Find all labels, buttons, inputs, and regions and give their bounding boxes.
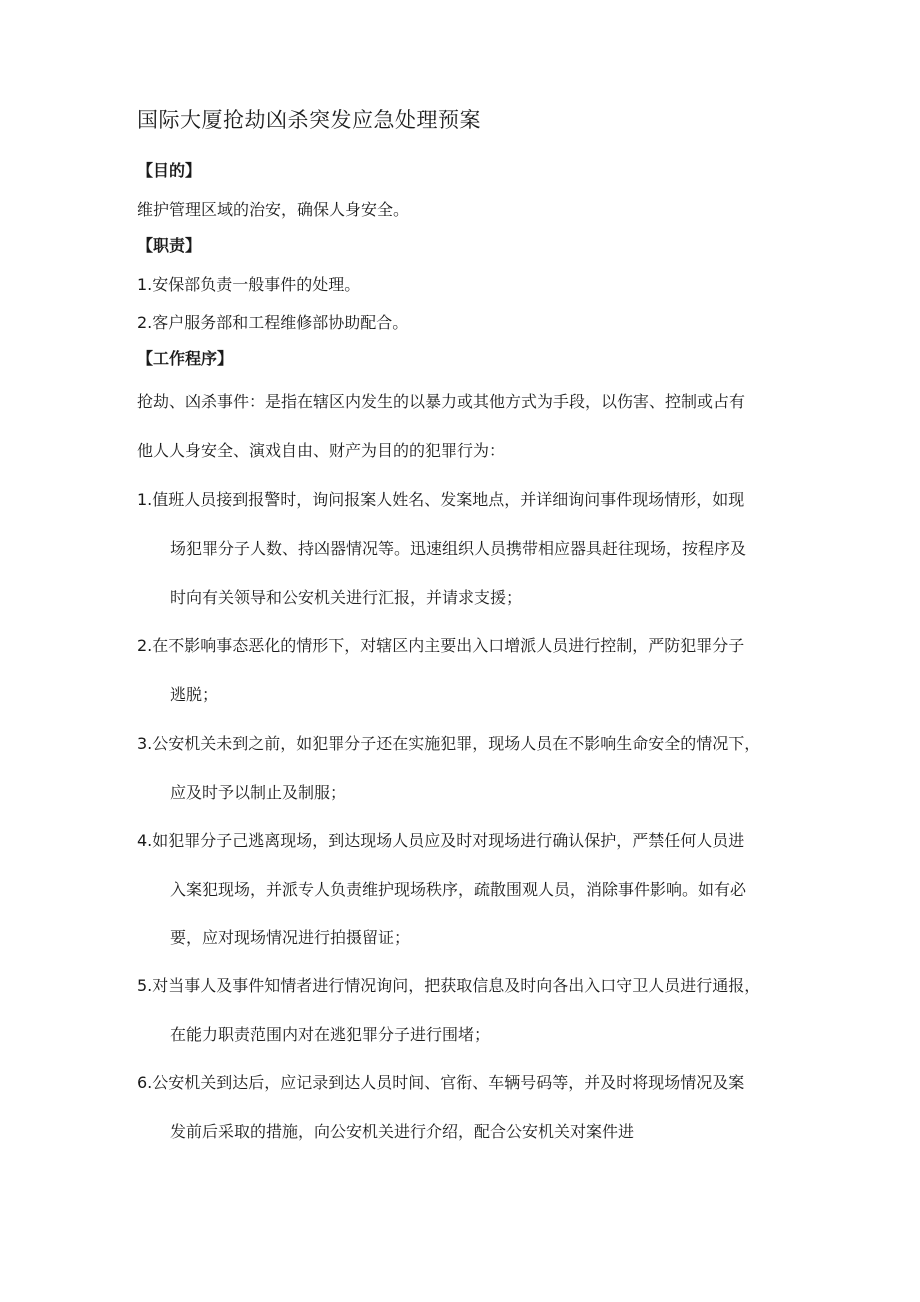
section-heading-procedure: 【工作程序】 <box>137 349 234 368</box>
procedure-item-number: 1. <box>137 490 153 509</box>
duty-item-2 <box>137 310 408 333</box>
duty-item-1 <box>137 272 360 295</box>
procedure-item-line: 应及时予以制止及制服； <box>170 783 347 802</box>
procedure-item-line <box>137 487 744 510</box>
procedure-item-text: 公安机关到达后，应记录到达人员时间、官衔、车辆号码等，并及时将现场情况及案 <box>152 1073 745 1092</box>
procedure-item-number: 4. <box>137 831 153 850</box>
procedure-item-line: 在能力职责范围内对在逃犯罪分子进行围堵； <box>170 1025 491 1044</box>
procedure-item-text: 对当事人及事件知情者进行情况询问，把获取信息及时向各出入口守卫人员进行通报， <box>152 976 761 995</box>
section-heading-purpose: 【目的】 <box>137 161 202 180</box>
procedure-item-line: 要，应对现场情况进行拍摄留证； <box>170 928 411 947</box>
procedure-item-number: 2. <box>137 636 153 655</box>
procedure-intro-line-2: 他人人身安全、演戏自由、财产为目的的犯罪行为： <box>137 441 506 460</box>
procedure-item-text: 如犯罪分子己逃离现场，到达现场人员应及时对现场进行确认保护，严禁任何人员进 <box>152 831 745 850</box>
procedure-item-line <box>137 973 760 996</box>
purpose-text: 维护管理区域的治安，确保人身安全。 <box>137 200 410 219</box>
procedure-item-number: 5. <box>137 976 153 995</box>
duty-item-text: 客户服务部和工程维修部协助配合。 <box>152 313 409 332</box>
procedure-item-line: 时向有关领导和公安机关进行汇报，并请求支援； <box>170 588 523 607</box>
procedure-item-line: 入案犯现场，并派专人负责维护现场秩序，疏散围观人员，消除事件影响。如有必 <box>170 880 747 899</box>
document-title: 国际大厦抢劫凶杀突发应急处理预案 <box>137 108 481 132</box>
procedure-item-line <box>137 633 744 656</box>
procedure-item-line: 逃脱； <box>170 685 219 704</box>
procedure-item-line: 场犯罪分子人数、持凶器情况等。迅速组织人员携带相应器具赶往现场，按程序及 <box>170 539 747 558</box>
section-heading-duties: 【职责】 <box>137 236 202 255</box>
duty-item-number: 1. <box>137 275 153 294</box>
procedure-item-text: 值班人员接到报警时，询问报案人姓名、发案地点，并详细询问事件现场情形，如现 <box>152 490 745 509</box>
procedure-item-text: 在不影响事态恶化的情形下，对辖区内主要出入口增派人员进行控制，严防犯罪分子 <box>152 636 745 655</box>
duty-item-number: 2. <box>137 313 153 332</box>
procedure-item-number: 3. <box>137 734 153 753</box>
procedure-item-line <box>137 828 744 851</box>
duty-item-text: 安保部负责一般事件的处理。 <box>152 275 361 294</box>
procedure-item-number: 6. <box>137 1073 153 1092</box>
procedure-item-line: 发前后采取的措施，向公安机关进行介绍，配合公安机关对案件进 <box>170 1122 635 1141</box>
procedure-item-line <box>137 731 760 754</box>
procedure-item-text: 公安机关未到之前，如犯罪分子还在实施犯罪，现场人员在不影响生命安全的情况下， <box>152 734 761 753</box>
procedure-item-line <box>137 1070 744 1093</box>
procedure-intro-line-1: 抢劫、凶杀事件：是指在辖区内发生的以暴力或其他方式为手段，以伤害、控制或占有 <box>137 392 746 411</box>
